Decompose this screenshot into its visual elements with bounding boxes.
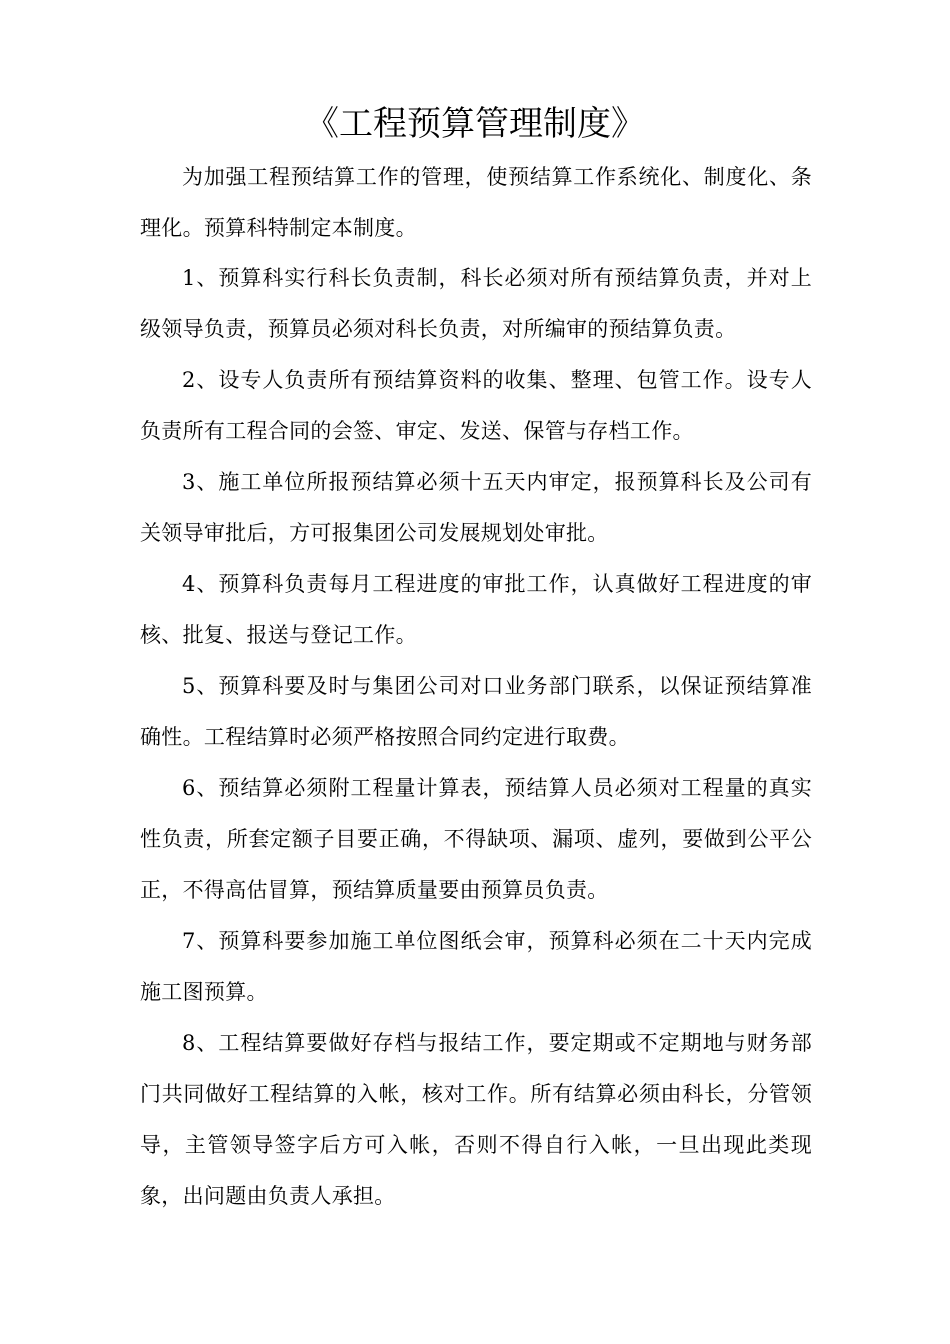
rule-paragraph-4: 4、预算科负责每月工程进度的审批工作，认真做好工程进度的审核、批复、报送与登记工作。 — [140, 572, 812, 647]
rule-paragraph-6: 6、预结算必须附工程量计算表，预结算人员必须对工程量的真实性负责，所套定额子目要正确，不得缺项、漏项、虚列，要做到公平公正，不得高估冒算，预结算质量要由预算员负责。 — [140, 776, 812, 902]
rule-paragraph-3: 3、施工单位所报预结算必须十五天内审定，报预算科长及公司有关领导审批后，方可报集团公司发展规划处审批。 — [140, 470, 812, 545]
rule-paragraph-7: 7、预算科要参加施工单位图纸会审，预算科必须在二十天内完成施工图预算。 — [140, 929, 812, 1004]
rule-paragraph-8: 8、工程结算要做好存档与报结工作，要定期或不定期地与财务部门共同做好工程结算的入帐，核对工作。所有结算必须由科长，分管领导，主管领导签字后方可入帐，否则不得自行入帐，一旦出现此类现象，出问题由负责人承担。 — [140, 1031, 812, 1208]
rule-paragraph-1: 1、预算科实行科长负责制，科长必须对所有预结算负责，并对上级领导负责，预算员必须对科长负责，对所编审的预结算负责。 — [140, 266, 812, 341]
intro-paragraph: 为加强工程预结算工作的管理，使预结算工作系统化、制度化、条理化。预算科特制定本制度。 — [140, 165, 812, 240]
rule-paragraph-5: 5、预算科要及时与集团公司对口业务部门联系，以保证预结算准确性。工程结算时必须严格按照合同约定进行取费。 — [140, 674, 812, 749]
document-title: 《工程预算管理制度》 — [305, 104, 645, 144]
rule-paragraph-2: 2、设专人负责所有预结算资料的收集、整理、包管工作。设专人负责所有工程合同的会签、审定、发送、保管与存档工作。 — [140, 368, 812, 443]
